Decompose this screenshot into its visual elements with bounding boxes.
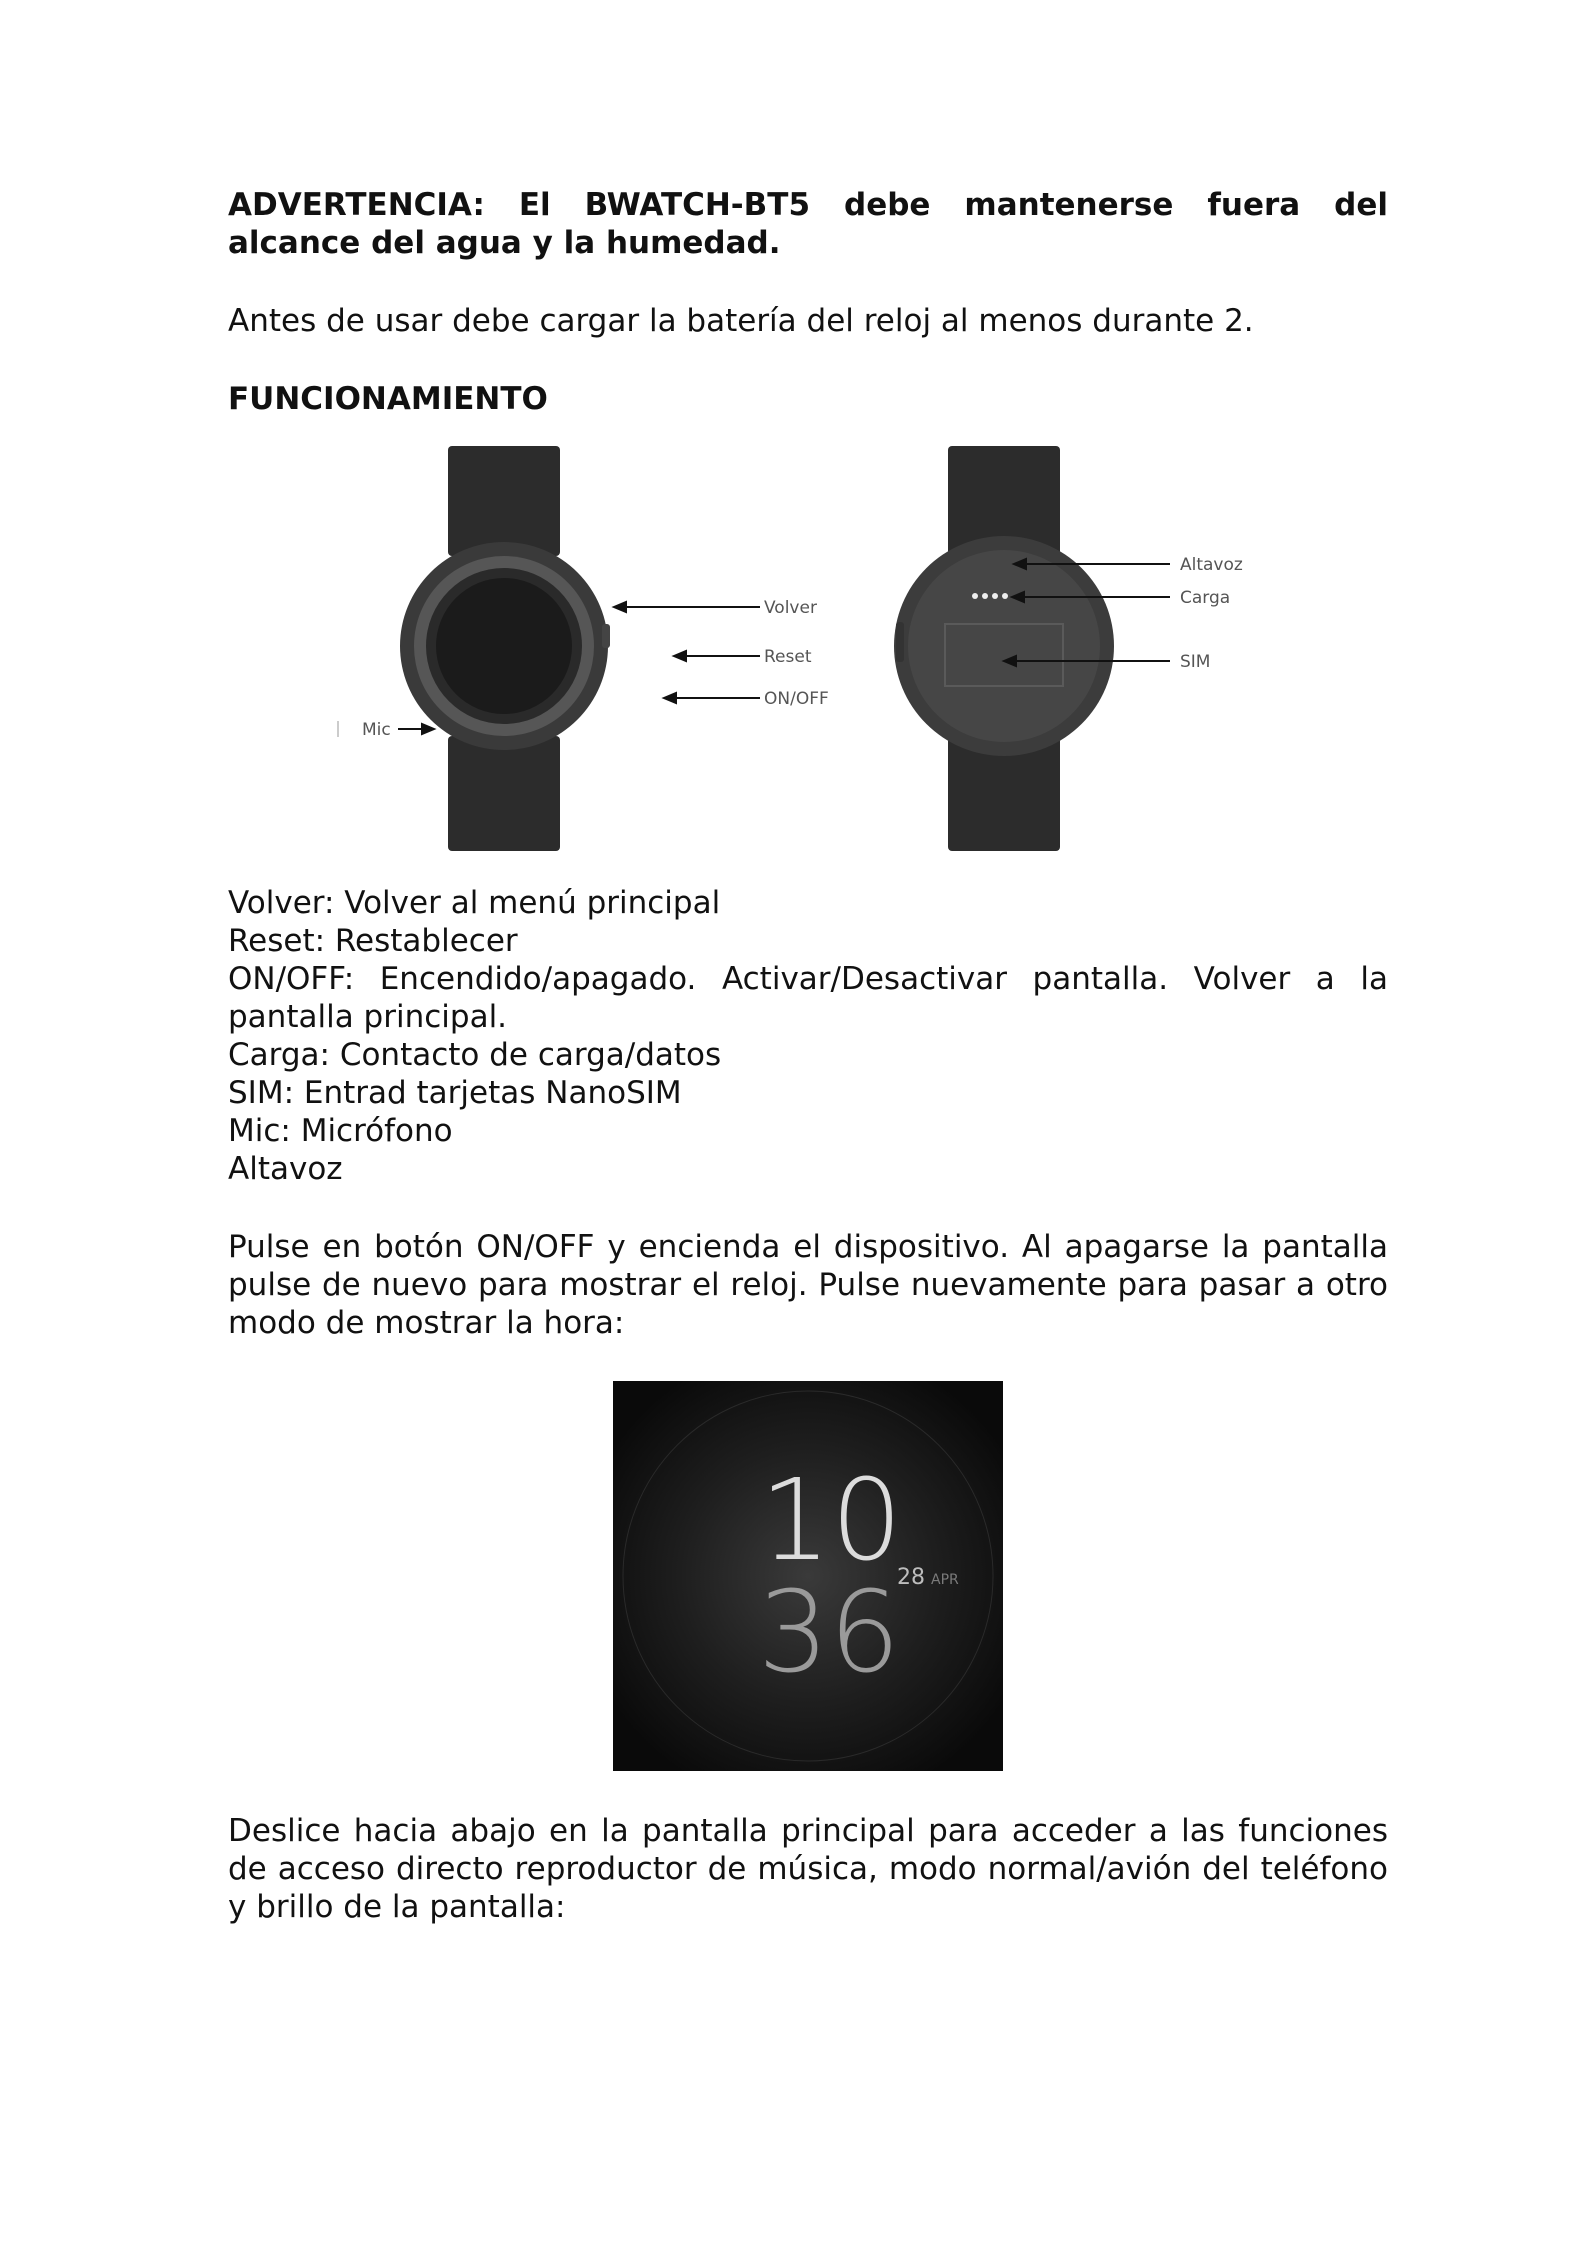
clock-face-image <box>613 1381 1003 1771</box>
clock-hour: 10 <box>759 1456 903 1586</box>
watch-diagram <box>330 446 1270 851</box>
pulse-paragraph: Pulse en botón ON/OFF y encienda el dispositivo. Al apagarse la pantalla pulse de nuevo para mostrar el reloj. Pulse nuevamente para pasar a otro modo de mostrar la hora: <box>228 1229 1388 1341</box>
warning-paragraph: ADVERTENCIA: El BWATCH-BT5 debe mantenerse fuera del alcance del agua y la humedad. <box>228 187 1388 261</box>
label-volver: Volver <box>764 598 817 618</box>
section-heading: FUNCIONAMIENTO <box>228 381 548 417</box>
label-carga: Carga <box>1180 588 1231 608</box>
label-sim: SIM <box>1180 652 1211 672</box>
label-mic: Mic <box>362 720 391 740</box>
legend-item: Mic: Micrófono <box>228 1113 453 1149</box>
legend-item: Carga: Contacto de carga/datos <box>228 1037 722 1073</box>
legend-item: Reset: Restablecer <box>228 923 518 959</box>
legend-item: Altavoz <box>228 1151 343 1187</box>
label-reset: Reset <box>764 647 812 667</box>
clock-month: APR <box>931 1572 959 1588</box>
label-onoff: ON/OFF <box>764 689 829 709</box>
label-altavoz: Altavoz <box>1180 555 1243 575</box>
clock-minute: 36 <box>757 1568 901 1698</box>
legend-list <box>228 884 1388 1188</box>
slide-paragraph: Deslice hacia abajo en la pantalla principal para acceder a las funciones de acceso directo reproductor de música, modo normal/avión del teléfono y brillo de la pantalla: <box>228 1813 1388 1925</box>
watch-front-illustration <box>400 446 610 851</box>
battery-note: Antes de usar debe cargar la batería del reloj al menos durante 2. <box>228 303 1254 339</box>
legend-item: SIM: Entrad tarjetas NanoSIM <box>228 1075 682 1111</box>
watch-back-illustration <box>894 446 1114 851</box>
legend-item: ON/OFF: Encendido/apagado. Activar/Desactivar pantalla. Volver a la pantalla principal. <box>228 961 1388 1035</box>
legend-item: Volver: Volver al menú principal <box>228 885 721 921</box>
clock-day: 28 <box>897 1565 925 1590</box>
